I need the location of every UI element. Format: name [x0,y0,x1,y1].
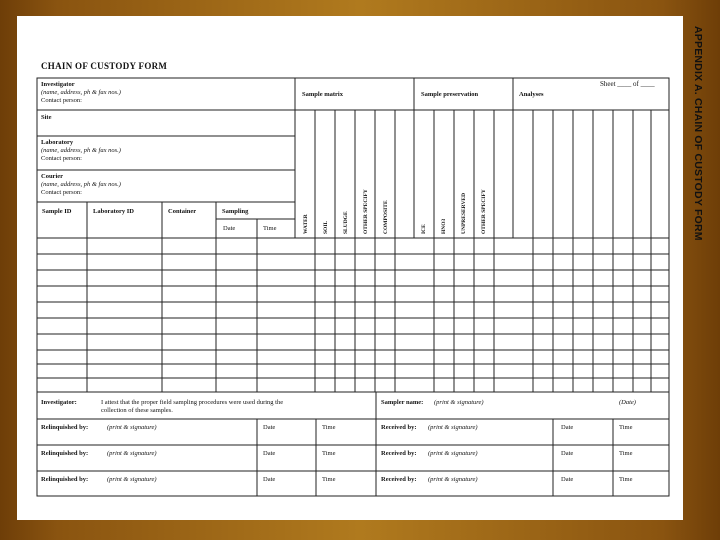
column-container: Container [168,208,197,215]
relinquished-time-field[interactable]: Time [322,476,336,483]
appendix-side-title: APPENDIX A. CHAIN OF CUSTODY FORM [692,26,704,241]
sample-matrix-header: Sample matrix [302,91,343,98]
preservation-hno3-label: HNO3 [441,218,447,234]
received-by-field[interactable]: Received by: [381,476,417,483]
side-title-strip [688,26,704,272]
relinquished-by-field[interactable]: Relinquished by: [41,450,89,457]
column-time: Time [263,225,277,232]
received-by-field[interactable]: Received by: [381,450,417,457]
site-label[interactable]: Site [41,114,52,121]
attestation-line-1: I attest that the proper field sampling procedures were used during the [101,399,284,406]
received-by-sub: (print & signature) [428,450,478,457]
courier-label: Courier [41,173,64,180]
column-sample-id: Sample ID [42,208,72,215]
column-sampling: Sampling [222,208,249,215]
received-date-field[interactable]: Date [561,450,574,457]
form-title: CHAIN OF CUSTODY FORM [41,61,168,71]
relinquished-by-sub: (print & signature) [107,476,157,483]
relinquished-by-field[interactable]: Relinquished by: [41,424,89,431]
matrix-water-label: WATER [303,214,309,234]
investigator-contact[interactable]: Contact person: [41,97,82,104]
column-date: Date [223,225,236,232]
sampler-name-field[interactable]: Sampler name: [381,399,424,406]
investigator-sub: (name, address, ph & fax nos.) [41,89,121,96]
preservation-ice-label: ICE [421,224,427,234]
form-outer-border [37,78,669,496]
received-by-sub: (print & signature) [428,476,478,483]
sample-preservation-header: Sample preservation [421,91,479,98]
received-time-field[interactable]: Time [619,476,633,483]
preservation-other-label: OTHER SPECIFY [481,189,487,234]
relinquished-time-field[interactable]: Time [322,424,336,431]
relinquished-date-field[interactable]: Date [263,424,276,431]
attestation-investigator-label: Investigator: [41,399,77,406]
laboratory-label: Laboratory [41,139,74,146]
relinquished-by-sub: (print & signature) [107,450,157,457]
received-time-field[interactable]: Time [619,450,633,457]
column-laboratory-id: Laboratory ID [93,208,134,215]
preservation-unpreserved-label: UNPRESERVED [461,192,467,234]
analyses-header: Analyses [519,91,544,98]
matrix-sludge-label: SLUDGE [343,211,349,234]
matrix-other-label: OTHER SPECIFY [363,189,369,234]
matrix-composite-label: COMPOSITE [383,200,389,234]
received-date-field[interactable]: Date [561,424,574,431]
relinquished-date-field[interactable]: Date [263,450,276,457]
courier-contact[interactable]: Contact person: [41,189,82,196]
received-by-field[interactable]: Received by: [381,424,417,431]
courier-sub: (name, address, ph & fax nos.) [41,181,121,188]
sampler-name-sub: (print & signature) [434,399,484,406]
relinquished-by-field[interactable]: Relinquished by: [41,476,89,483]
sampler-date-field[interactable]: (Date) [619,399,636,406]
relinquished-date-field[interactable]: Date [263,476,276,483]
attestation-line-2: collection of these samples. [101,407,173,414]
received-date-field[interactable]: Date [561,476,574,483]
received-by-sub: (print & signature) [428,424,478,431]
sheet-number-field[interactable]: Sheet ____ of ____ [600,80,655,88]
relinquished-by-sub: (print & signature) [107,424,157,431]
investigator-label: Investigator [41,81,75,88]
matrix-soil-label: SOIL [323,220,329,234]
laboratory-contact[interactable]: Contact person: [41,155,82,162]
received-time-field[interactable]: Time [619,424,633,431]
laboratory-sub: (name, address, ph & fax nos.) [41,147,121,154]
document-page [17,16,683,520]
relinquished-time-field[interactable]: Time [322,450,336,457]
